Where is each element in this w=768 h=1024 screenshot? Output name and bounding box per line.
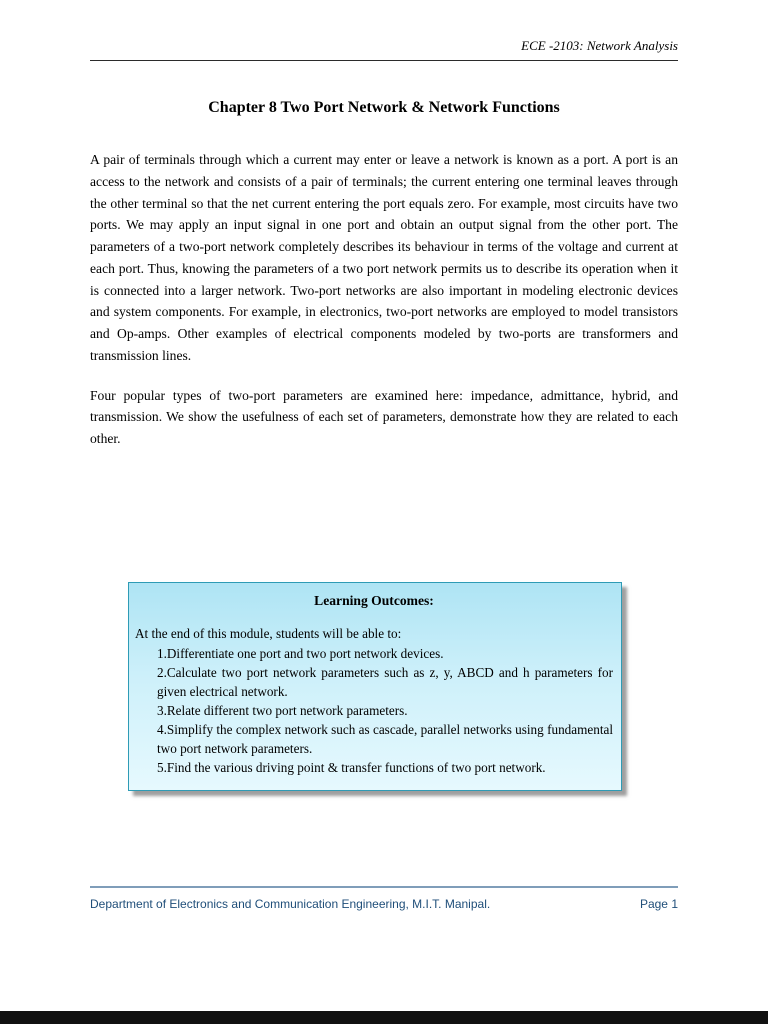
outcome-item: 2.Calculate two port network parameters such as z, y, ABCD and h parameters for given electrical network. — [157, 664, 613, 699]
learning-outcomes-list — [157, 644, 613, 778]
page-footer — [90, 886, 678, 911]
course-label: ECE -2103: Network Analysis — [521, 38, 678, 53]
intro-paragraph: A pair of terminals through which a current may enter or leave a network is known as a port. A port is an access to the network and consists of a pair of terminals; the current entering one terminal leaves through the other terminal so that the net current entering the port equals zero. For example, most circuits have two ports. We may apply an input signal in one port and obtain an output signal from the other port. The parameters of a two-port network completely describes its behaviour in terms of the voltage and current at each port. Thus, knowing the parameters of a two port network permits us to describe its operation when it is connected into a larger network. Two-port networks are also important in modeling electronic devices and system components. For example, in electronics, two-port networks are employed to model transistors and Op-amps. Other examples of electrical components modeled by two-ports are transformers and transmission lines. — [90, 152, 678, 363]
chapter-title: Chapter 8 Two Port Network & Network Functions — [208, 99, 560, 116]
footer-department: Department of Electronics and Communication Engineering, M.I.T. Manipal. — [90, 897, 491, 911]
footer-page-number: Page 1 — [639, 897, 678, 911]
page-header — [90, 0, 678, 61]
outcome-item: 1.Differentiate one port and two port network devices. — [157, 645, 444, 661]
outcome-item: 3.Relate different two port network parameters. — [157, 703, 408, 719]
learning-outcomes-box — [128, 582, 622, 791]
learning-outcomes-intro: At the end of this module, students will be able to: — [135, 626, 402, 642]
learning-outcomes-title: Learning Outcomes: — [314, 592, 434, 608]
viewer-bottom-edge — [0, 1011, 768, 1024]
outcome-item: 4.Simplify the complex network such as cascade, parallel networks using fundamental two port network parameters. — [157, 722, 613, 757]
outcome-item: 5.Find the various driving point & transfer functions of two port network. — [157, 760, 546, 776]
parameters-paragraph: Four popular types of two-port parameters are examined here: impedance, admittance, hybrid, and transmission. We show the usefulness of each set of parameters, demonstrate how they are related to each other. — [90, 387, 678, 446]
